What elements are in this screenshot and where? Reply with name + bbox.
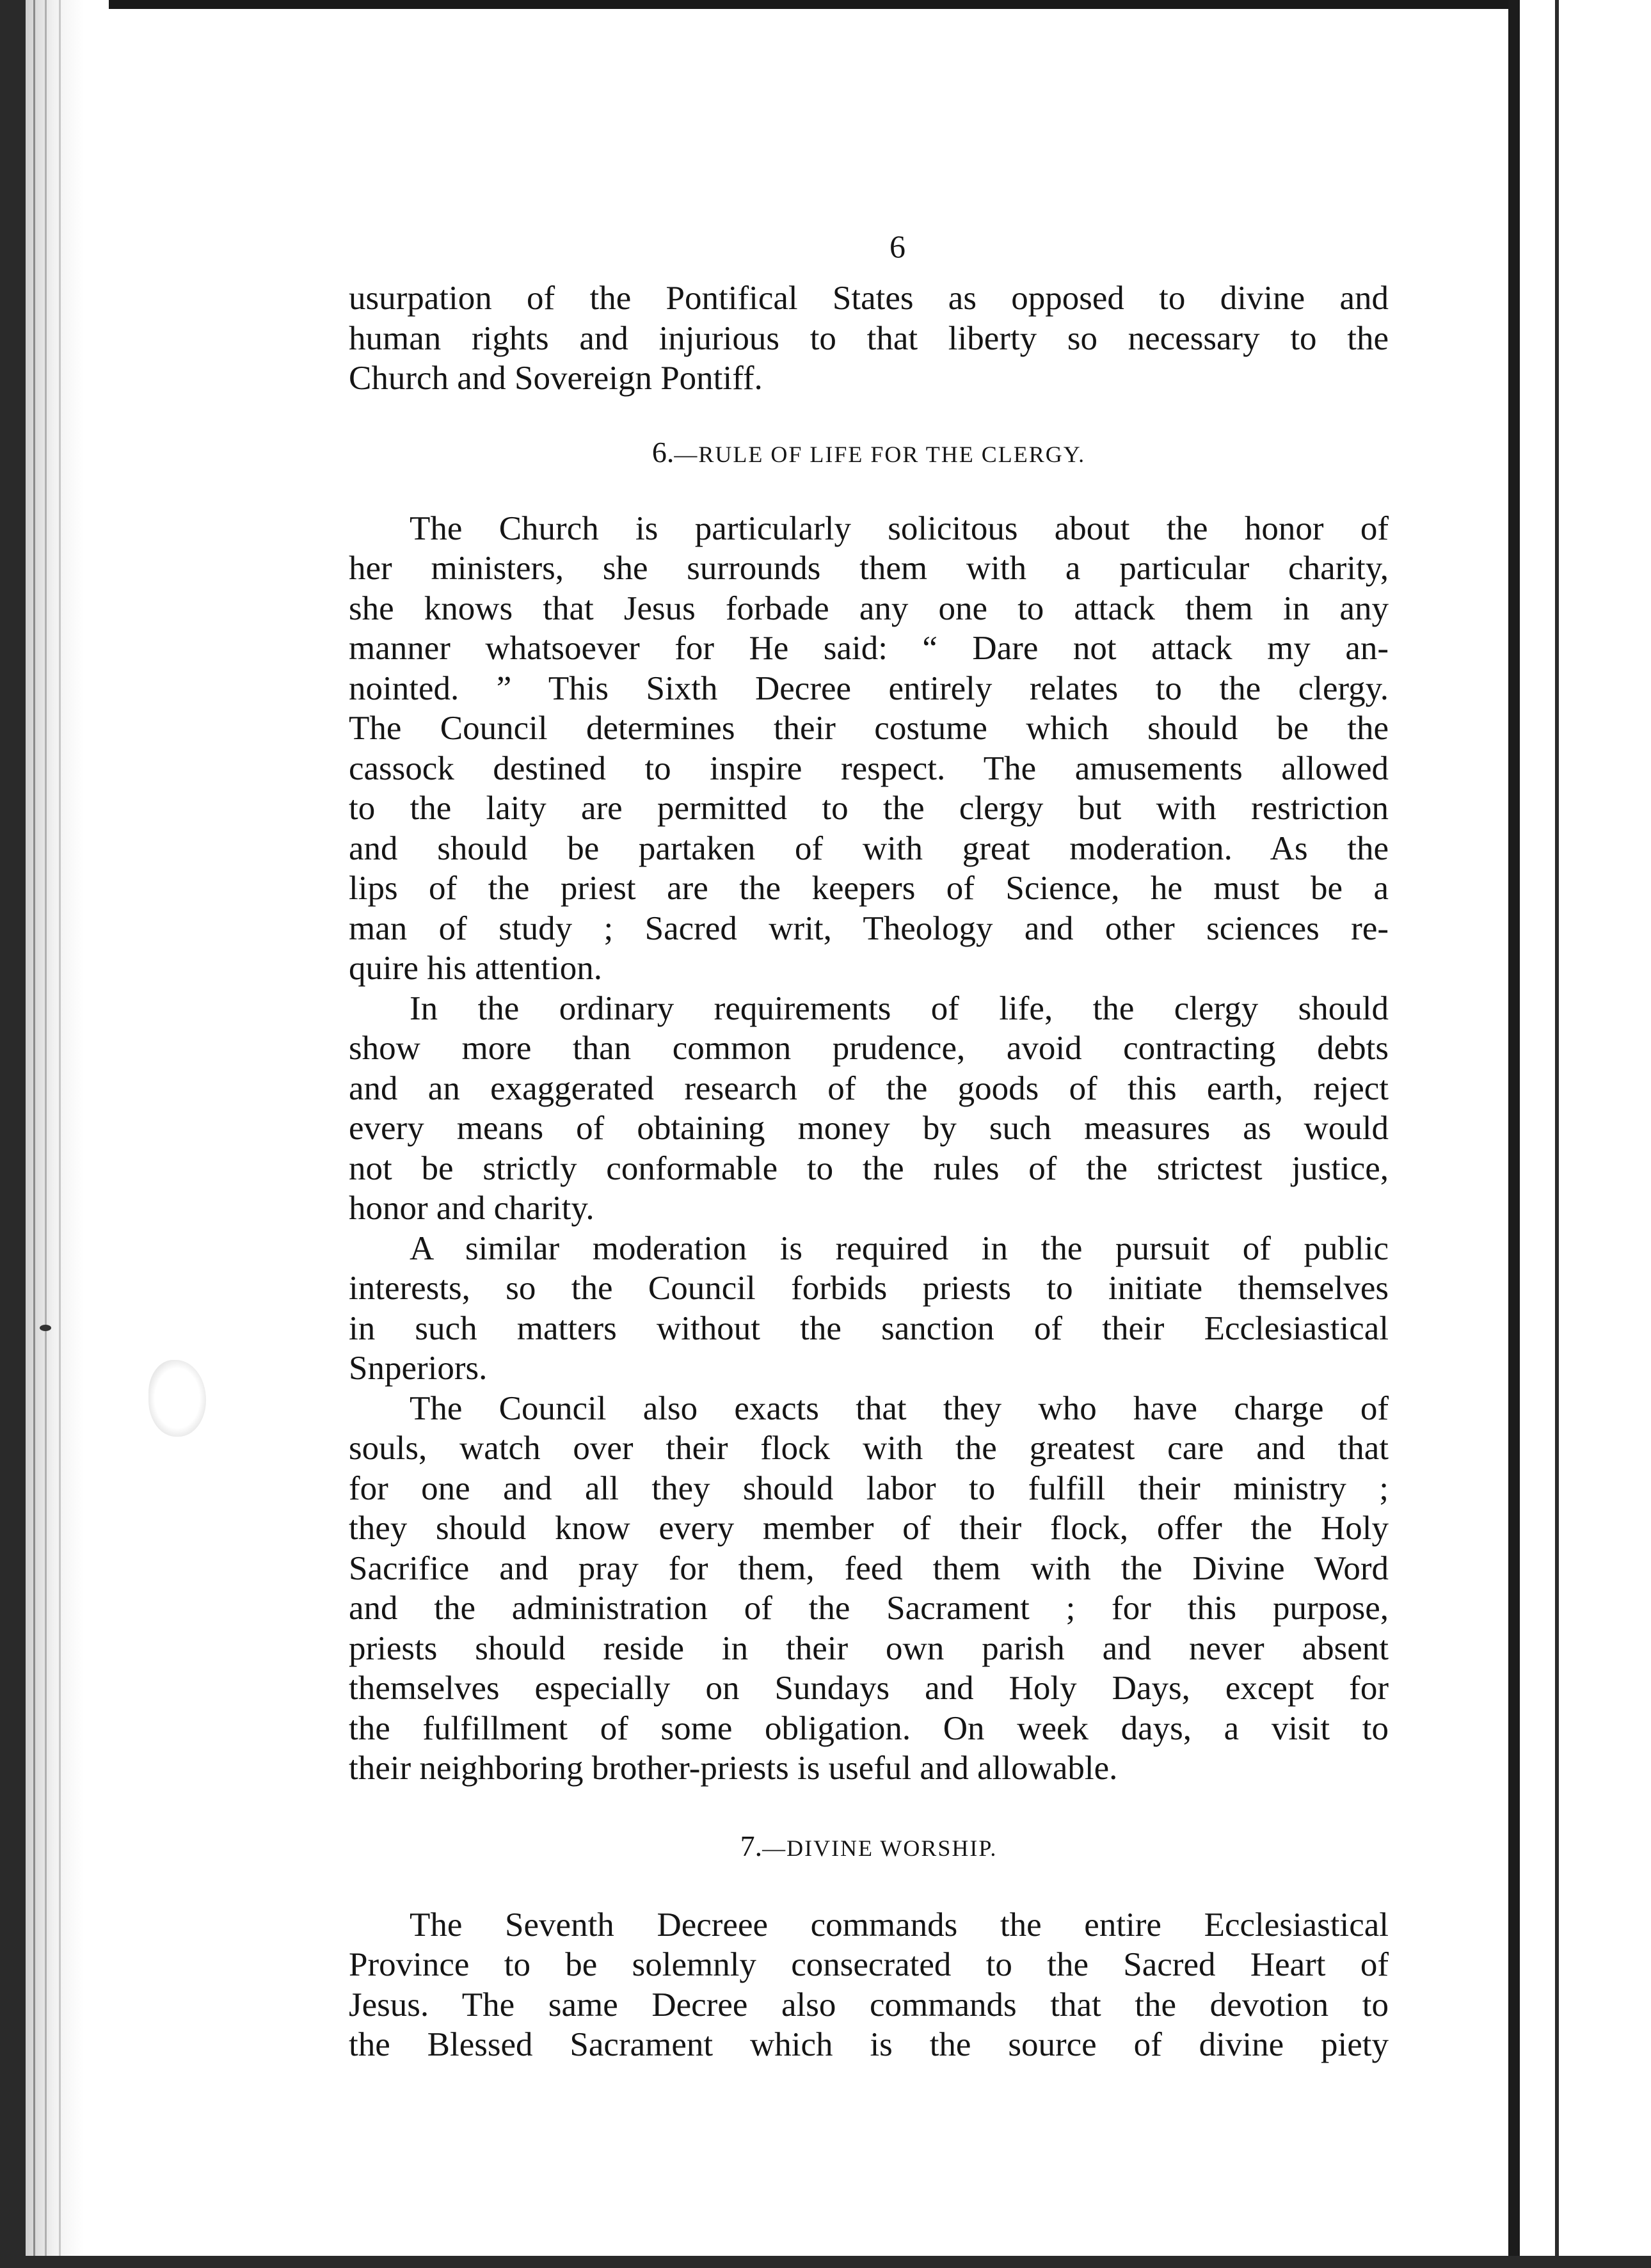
text-line: and the administration of the Sacrament ; for this purpose, bbox=[349, 1590, 1389, 1627]
text-line: The Church is particularly solicitous about the honor of bbox=[410, 509, 1389, 547]
text-line: they should know every member of their flock, offer the Holy bbox=[349, 1510, 1389, 1547]
scan-edge-top bbox=[0, 0, 1651, 9]
text-line: in such matters without the sanction of their Ecclesiastical bbox=[349, 1309, 1389, 1347]
text-line: interests, so the Council forbids priests to initiate themselves bbox=[349, 1270, 1389, 1307]
text-line: Sacrifice and pray for them, feed them with the Divine Word bbox=[349, 1549, 1389, 1587]
text-line: Church and Sovereign Pontiff. bbox=[349, 360, 763, 397]
text-line: usurpation of the Pontifical States as opposed to divine and bbox=[349, 280, 1389, 317]
paragraph bbox=[349, 509, 1389, 989]
section-number: 6. bbox=[651, 435, 674, 468]
scan-edge-left bbox=[0, 0, 26, 2268]
ink-speck bbox=[40, 1325, 51, 1331]
text-line: every means of obtaining money by such measures as would bbox=[349, 1110, 1389, 1147]
text-line: and an exaggerated research of the goods of this earth, reject bbox=[349, 1069, 1389, 1107]
paragraph bbox=[349, 989, 1389, 1229]
text-line: show more than common prudence, avoid contracting debts bbox=[349, 1030, 1389, 1067]
text-line: her ministers, she surrounds them with a particular charity, bbox=[349, 550, 1389, 587]
section-number: 7. bbox=[740, 1829, 763, 1862]
text-line: their neighboring brother-priests is useful and allowable. bbox=[349, 1750, 1118, 1787]
text-line: and should be partaken of with great moderation. As the bbox=[349, 829, 1389, 867]
text-line: Province to be solemnly consecrated to the Sacred Heart of bbox=[349, 1946, 1389, 1983]
text-line: for one and all they should labor to fulfill their ministry ; bbox=[349, 1469, 1389, 1507]
text-line: cassock destined to inspire respect. The amusements allowed bbox=[349, 749, 1389, 787]
text-line: nointed. ” This Sixth Decree entirely relates to the clergy. bbox=[349, 669, 1389, 707]
page-text bbox=[349, 227, 1389, 2065]
scan-edge-bottom bbox=[0, 2256, 1651, 2268]
section-title: —DIVINE WORSHIP. bbox=[762, 1835, 998, 1861]
text-line: manner whatsoever for He said: “ Dare not attack my an- bbox=[349, 630, 1389, 667]
text-line: priests should reside in their own parish and never absent bbox=[349, 1629, 1389, 1667]
text-line: not be strictly conformable to the rules of the strictest justice, bbox=[349, 1149, 1389, 1187]
paragraph bbox=[349, 278, 1389, 399]
text-line: Snperiors. bbox=[349, 1350, 488, 1387]
paper-blot bbox=[148, 1360, 206, 1437]
text-line: the fulfillment of some obligation. On week days, a visit to bbox=[349, 1709, 1389, 1747]
text-line: lips of the priest are the keepers of Science, he must be a bbox=[349, 870, 1389, 907]
text-line: souls, watch over their flock with the greatest care and that bbox=[349, 1430, 1389, 1467]
text-line: A similar moderation is required in the pursuit of public bbox=[410, 1229, 1389, 1267]
text-line: The Council also exacts that they who have charge of bbox=[410, 1389, 1389, 1427]
page-edges-strip bbox=[26, 0, 109, 2268]
text-line: Jesus. The same Decree also commands that the devotion to bbox=[349, 1986, 1389, 2024]
paragraph bbox=[349, 1229, 1389, 1389]
text-line: honor and charity. bbox=[349, 1190, 594, 1227]
text-line: The Seventh Decreee commands the entire Ecclesiastical bbox=[410, 1906, 1389, 1944]
paragraph bbox=[349, 1905, 1389, 2065]
text-line: the Blessed Sacrament which is the source of divine piety bbox=[349, 2026, 1389, 2063]
text-line: In the ordinary requirements of life, the clergy should bbox=[410, 989, 1389, 1027]
text-line: to the laity are permitted to the clergy but with restriction bbox=[349, 790, 1389, 827]
text-line: man of study ; Sacred writ, Theology and other sciences re- bbox=[349, 909, 1389, 947]
facing-page-edge bbox=[1555, 0, 1559, 2268]
page-number: 6 bbox=[889, 228, 905, 264]
text-line: The Council determines their costume which should be the bbox=[349, 710, 1389, 747]
paragraph bbox=[349, 1389, 1389, 1789]
text-line: human rights and injurious to that liberty so necessary to the bbox=[349, 319, 1389, 357]
section-title: —RULE OF LIFE FOR THE CLERGY. bbox=[674, 441, 1086, 467]
text-line: themselves especially on Sundays and Holy Days, except for bbox=[349, 1670, 1389, 1707]
text-line: quire his attention. bbox=[349, 950, 602, 987]
facing-page bbox=[1520, 0, 1651, 2268]
section-heading bbox=[349, 433, 1389, 472]
section-heading bbox=[349, 1827, 1389, 1865]
binding-gutter bbox=[1508, 0, 1520, 2268]
text-line: she knows that Jesus forbade any one to attack them in any bbox=[349, 589, 1389, 627]
